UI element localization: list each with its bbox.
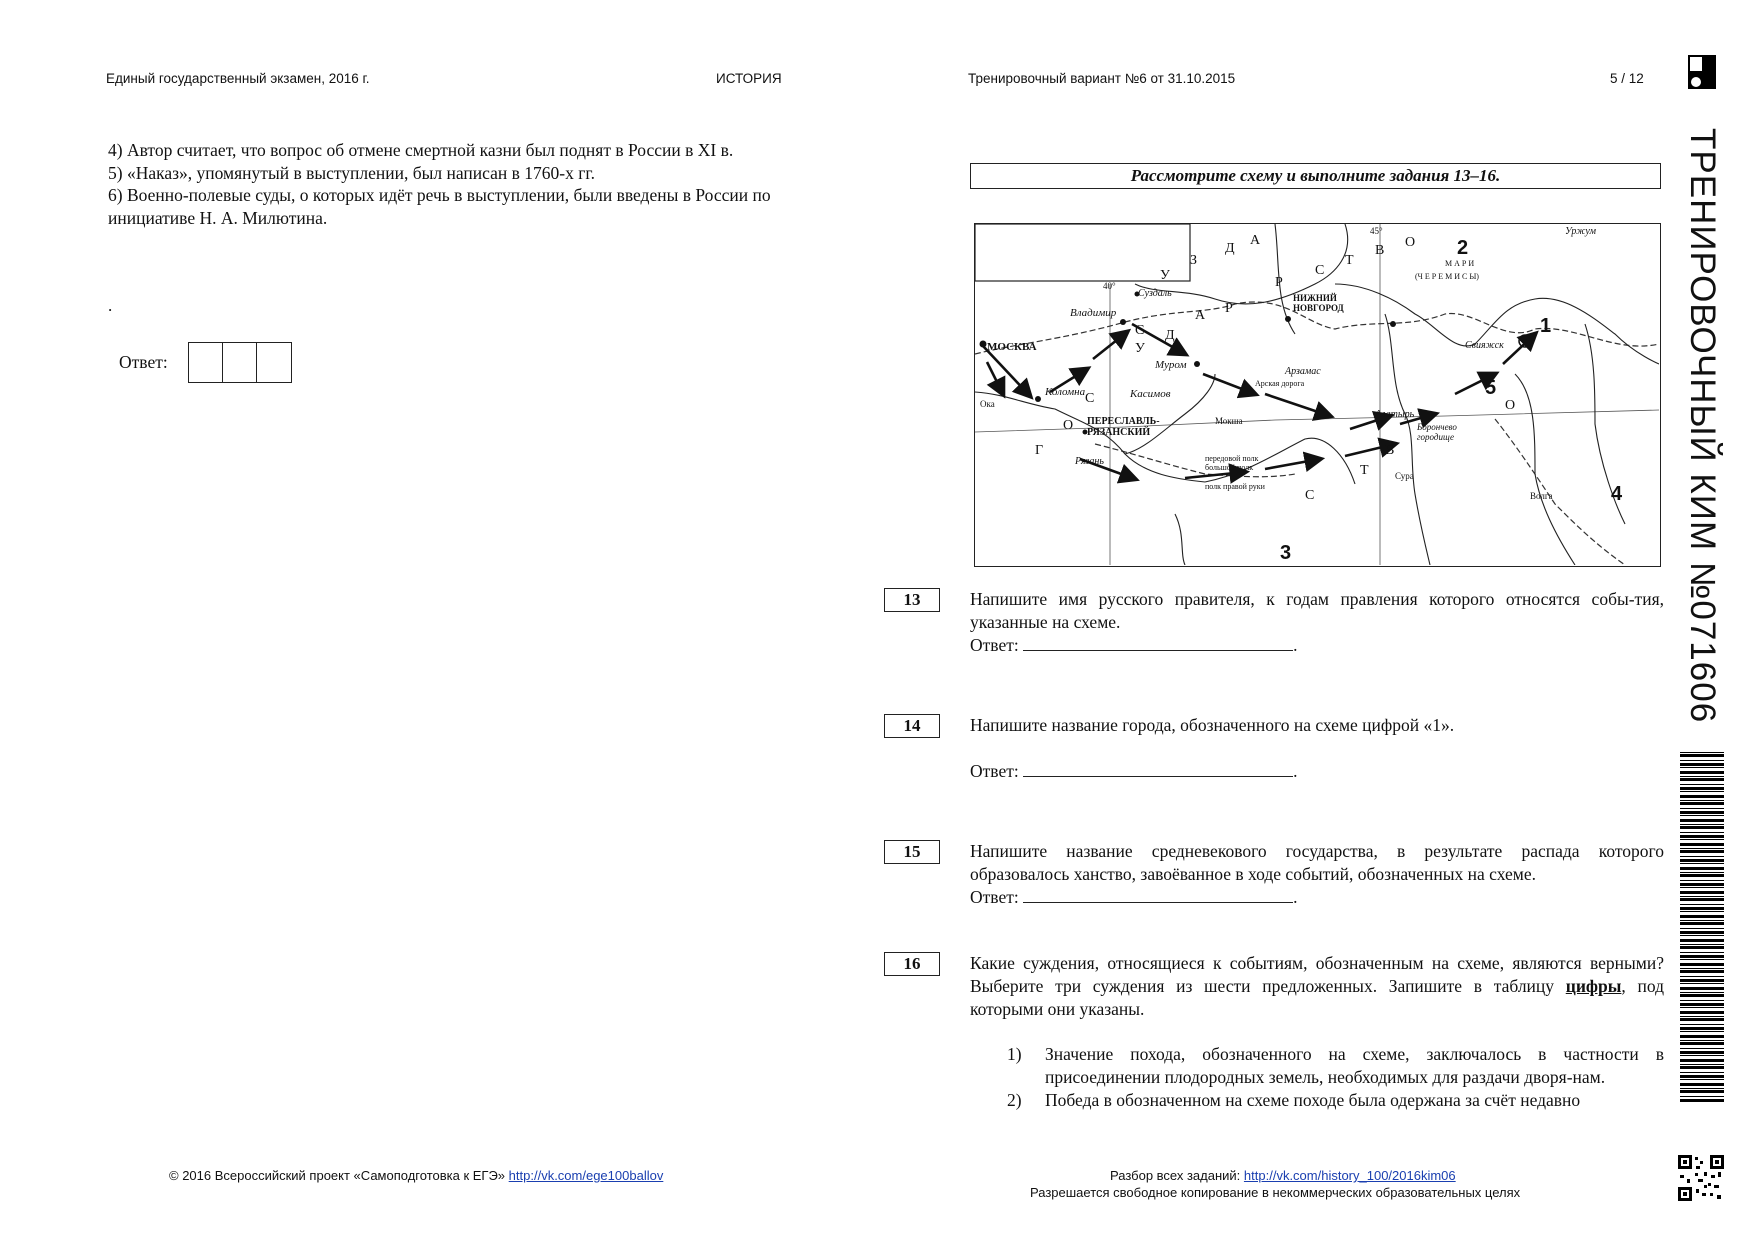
map-number-2: 2 xyxy=(1457,237,1469,259)
question-13-text: Напишите имя русского правителя, к годам правления которого относятся собы-тия, указанные на схеме. xyxy=(970,589,1664,632)
map-state-letter: Д xyxy=(1225,241,1235,256)
map-label-oka: Ока xyxy=(980,399,995,409)
options-list xyxy=(1007,1043,1664,1112)
question-number-16: 16 xyxy=(884,952,940,976)
map-label-arsk-road: Арская дорога xyxy=(1255,379,1305,388)
option-2-number: 2) xyxy=(1007,1090,1022,1110)
header-page-number: 5 / 12 xyxy=(1610,71,1644,86)
answer-field-15[interactable] xyxy=(1023,886,1293,903)
question-14 xyxy=(970,714,1664,737)
map-inset-box xyxy=(975,224,1190,281)
sidebar-title-text: ТРЕНИРОВОЧНЫЙ КИМ №071606 xyxy=(1683,128,1722,724)
map-label-regiment-3: полк правой руки xyxy=(1205,482,1265,491)
map-label-moskva: МОСКВА xyxy=(987,341,1037,353)
map-label-lat-40: 40° xyxy=(1103,281,1116,291)
map-label-arzamas: Арзамас xyxy=(1285,366,1321,377)
footer-review-link[interactable]: http://vk.com/history_100/2016kim06 xyxy=(1243,1168,1456,1183)
answer-label-left: Ответ: xyxy=(119,352,168,372)
header-exam-title: Единый государственный экзамен, 2016 г. xyxy=(106,71,370,86)
map-state-letter: В xyxy=(1385,443,1395,458)
answer-label-14: Ответ: xyxy=(970,761,1019,781)
option-2-text: Победа в обозначенном на схеме походе была одержана за счёт недавно xyxy=(1045,1090,1581,1110)
question-14-text: Напишите название города, обозначенного на схеме цифрой «1». xyxy=(970,715,1455,735)
map-label-kasimov: Касимов xyxy=(1130,388,1171,400)
map-state-letter: З xyxy=(1190,253,1198,268)
answer-label-13: Ответ: xyxy=(970,635,1019,655)
map-number-3: 3 xyxy=(1280,542,1292,564)
sidebar-title xyxy=(1674,128,1724,728)
map-label-mari: М А Р И xyxy=(1445,259,1475,268)
qr-code-icon xyxy=(1678,1155,1724,1201)
map-state-letter: Т xyxy=(1360,463,1369,478)
map-label-suzdal: Суздаль xyxy=(1138,288,1172,299)
map-label-novgorod: НОВГОРОД xyxy=(1293,303,1344,313)
map-label-murom: Муром xyxy=(1155,359,1187,371)
map-label-cheremisy: (Ч Е Р Е М И С Ы) xyxy=(1415,272,1479,281)
map-state-letter: С xyxy=(1085,391,1095,406)
instruction-box: Рассмотрите схему и выполните задания 13–16. xyxy=(970,163,1661,189)
question-15 xyxy=(970,840,1664,909)
statement-5: 5) «Наказ», упомянутый в выступлении, был написан в 1760-х гг. xyxy=(108,162,595,183)
question-15-text: Напишите название средневекового государства, в результате распада которого образовалось ханство, завоёванное в ходе событий, обозначенных на схеме. xyxy=(970,841,1664,884)
statement-4: 4) Автор считает, что вопрос об отмене смертной казни был поднят в России в XI в. xyxy=(108,140,734,160)
map-state-letter: О xyxy=(1405,235,1416,250)
question-16-text-before: Какие суждения, относящиеся к событиям, обозначенным на схеме, являются верными? Выберите три суждения из шести предложенных. Запишите в таблицу xyxy=(970,953,1664,996)
question-number-15: 15 xyxy=(884,840,940,864)
map-state-letter: С xyxy=(1315,263,1325,278)
map-label-volga: Волга xyxy=(1530,491,1553,501)
header-variant: Тренировочный вариант №6 от 31.10.2015 xyxy=(968,71,1236,86)
statements-block xyxy=(108,139,808,229)
answer-boxes xyxy=(188,342,292,383)
answer-line-14: Ответ: . xyxy=(970,761,1298,781)
footer-permission: Разрешается свободное копирование в некоммерческих образовательных целях xyxy=(1030,1185,1521,1200)
question-number-14: 14 xyxy=(884,714,940,738)
barcode-icon xyxy=(1680,752,1726,1102)
map-state-letter: У xyxy=(1160,268,1170,283)
map-label-vladimir: Владимир xyxy=(1070,307,1117,319)
map-label-regiment-2: большой полк xyxy=(1205,463,1254,472)
map-label-ryazan: Рязань xyxy=(1075,456,1104,467)
question-16-text xyxy=(970,952,1664,1021)
footer-copyright: © 2016 Всероссийский проект «Самоподготовка к ЕГЭ» xyxy=(169,1168,506,1183)
map-state-letter: Д xyxy=(1165,328,1175,343)
map-campaign-arrows xyxy=(983,324,1535,479)
option-2 xyxy=(1007,1089,1664,1112)
map-label-lat-45: 45° xyxy=(1370,226,1383,236)
answer-line-13: Ответ: . xyxy=(970,635,1298,655)
option-1 xyxy=(1007,1043,1664,1089)
map-label-boronchevo: Борончево xyxy=(1417,422,1457,432)
map-state-letter: У xyxy=(1135,341,1145,356)
footer-review xyxy=(1110,1168,1456,1183)
map-label-regiment-1: передовой полк xyxy=(1205,454,1259,463)
map-label-ryazansky: РЯЗАНСКИЙ xyxy=(1087,427,1151,438)
map-state-letter: Т xyxy=(1345,253,1354,268)
historical-map xyxy=(974,223,1661,567)
map-state-letter: О xyxy=(1063,418,1074,433)
map-number-4: 4 xyxy=(1611,483,1623,505)
map-label-alatyr: Алатырь xyxy=(1375,409,1415,420)
map-state-letter: С xyxy=(1135,323,1145,338)
option-1-number: 1) xyxy=(1007,1044,1022,1064)
map-state-letter: Р xyxy=(1275,275,1283,290)
map-label-moksha: Мокша xyxy=(1215,416,1243,426)
statement-6: 6) Военно-полевые суды, о которых идёт речь в выступлении, были введены в России по инициативе Н. А. Милютина. xyxy=(108,185,771,228)
question-16-text-bold: цифры xyxy=(1565,976,1622,996)
answer-field-14[interactable] xyxy=(1023,760,1293,777)
map-svg xyxy=(975,224,1659,565)
map-number-5: 5 xyxy=(1485,377,1497,399)
answer-line-15: Ответ: . xyxy=(970,887,1298,907)
answer-cell-2[interactable] xyxy=(223,343,257,382)
map-state-letter: О xyxy=(1505,398,1516,413)
map-label-pereslavl: ПЕРЕСЛАВЛЬ- xyxy=(1087,416,1160,427)
map-label-sviyazhsk: Свияжск xyxy=(1465,340,1504,351)
map-borders xyxy=(975,302,1659,565)
map-label-kolomna: Коломна xyxy=(1045,386,1086,398)
option-1-text: Значение похода, обозначенного на схеме, заключалось в частности в присоединении плодородных земель, необходимых для раздачи дворя-нам. xyxy=(1045,1044,1664,1087)
footer-review-label: Разбор всех заданий: xyxy=(1110,1168,1241,1183)
map-state-letter: С xyxy=(1305,488,1315,503)
question-16 xyxy=(970,952,1664,1021)
answer-cell-1[interactable] xyxy=(189,343,223,382)
map-label-sura: Сура xyxy=(1395,471,1414,481)
map-state-letter: А xyxy=(1195,308,1206,323)
map-state-letter: Г xyxy=(1035,443,1044,458)
map-label-gorodishe: городище xyxy=(1417,432,1454,442)
question-13 xyxy=(970,588,1664,657)
map-state-letter: Р xyxy=(1225,301,1233,316)
answer-field-13[interactable] xyxy=(1023,634,1293,651)
map-state-letter: В xyxy=(1375,243,1385,258)
map-state-letter: А xyxy=(1250,233,1261,248)
answer-label-15: Ответ: xyxy=(970,887,1019,907)
stray-dot: . xyxy=(108,296,113,315)
answer-cell-3[interactable] xyxy=(257,343,291,382)
map-label-urzhum: Уржум xyxy=(1565,226,1596,237)
header-subject: ИСТОРИЯ xyxy=(716,71,782,86)
question-number-13: 13 xyxy=(884,588,940,612)
footer-left-link[interactable]: http://vk.com/ege100ballov xyxy=(508,1168,664,1183)
footer-left xyxy=(169,1168,663,1183)
question-16-text-after: , под которыми они указаны. xyxy=(970,976,1664,1019)
map-label-nizhny: НИЖНИЙ xyxy=(1293,293,1337,303)
corner-logo-icon xyxy=(1688,55,1716,89)
map-number-1: 1 xyxy=(1540,315,1552,337)
answer-row-left xyxy=(119,342,292,383)
